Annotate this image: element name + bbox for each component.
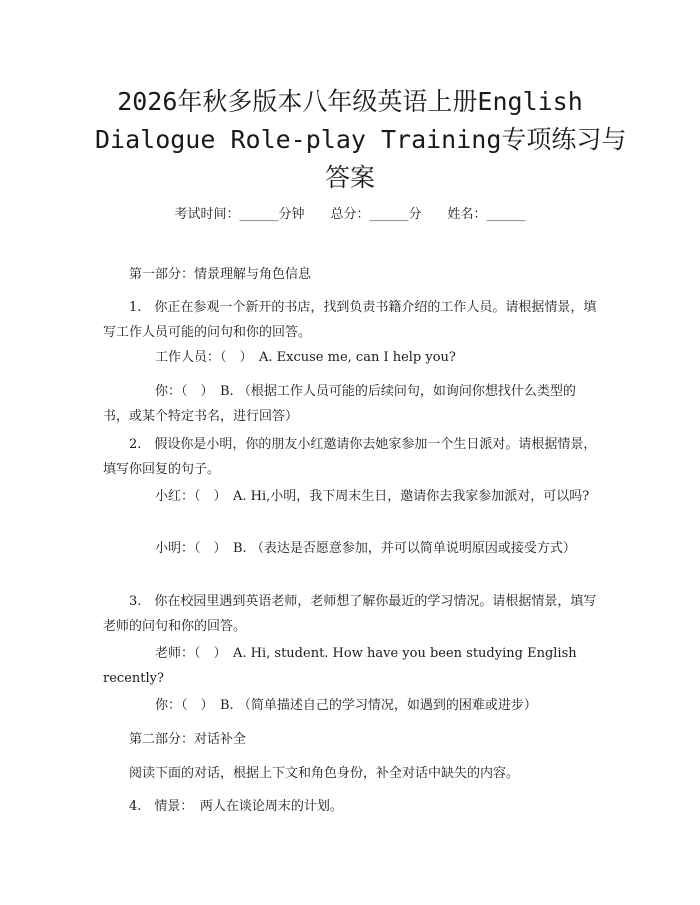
q4-prompt: 4. 情景： 两人在谈论周末的计划。 [129,799,343,814]
q3-prompt: 3. 你在校园里遇到英语老师，老师想了解你最近的学习情况。请根据情景，填写老师的问句和你的回答。 [103,594,597,634]
exam-info [0,206,700,224]
q1-line-b: 你：（ ） B. （根据工作人员可能的后续问句，如询问你想找什么类型的书，或某个特定书名，进行回答） [103,384,576,424]
q2-line-a: 小红：（ ） A. Hi,小明，我下周末生日，邀请你去我家参加派对，可以吗? [155,489,590,504]
q1-prompt: 1. 你正在参观一个新开的书店，找到负责书籍介绍的工作人员。请根据情景，填写工作人员可能的问句和你的回答。 [103,300,597,340]
exam-time: 考试时间：______分钟 [174,207,305,222]
section1-heading: 第一部分：情景理解与角色信息 [129,267,312,282]
q3-line-a: 老师：（ ） A. Hi, student. How have you been studying English recently? [103,646,577,686]
title-line-3: 答案 [324,163,375,192]
title-line-1: 2026年秋多版本八年级英语上册English [117,87,583,116]
section2-heading: 第二部分：对话补全 [129,732,247,747]
title-line-2: Dialogue Role-play Training专项练习与 [95,125,627,154]
q1-line-a: 工作人员：（ ） A. Excuse me, can I help you? [155,350,456,365]
q2-line-b: 小明：（ ） B. （表达是否愿意参加，并可以简单说明原因或接受方式） [155,541,576,556]
exam-name: 姓名：______ [447,207,526,222]
section2-instruction: 阅读下面的对话，根据上下文和角色身份，补全对话中缺失的内容。 [129,766,520,781]
exam-score: 总分：______分 [330,207,422,222]
document-title [95,83,627,197]
q3-line-b: 你：（ ） B. （简单描述自己的学习情况，如遇到的困难或进步） [155,698,537,713]
q2-prompt: 2. 假设你是小明，你的朋友小红邀请你去她家参加一个生日派对。请根据情景，填写你回复的句子。 [103,437,597,477]
